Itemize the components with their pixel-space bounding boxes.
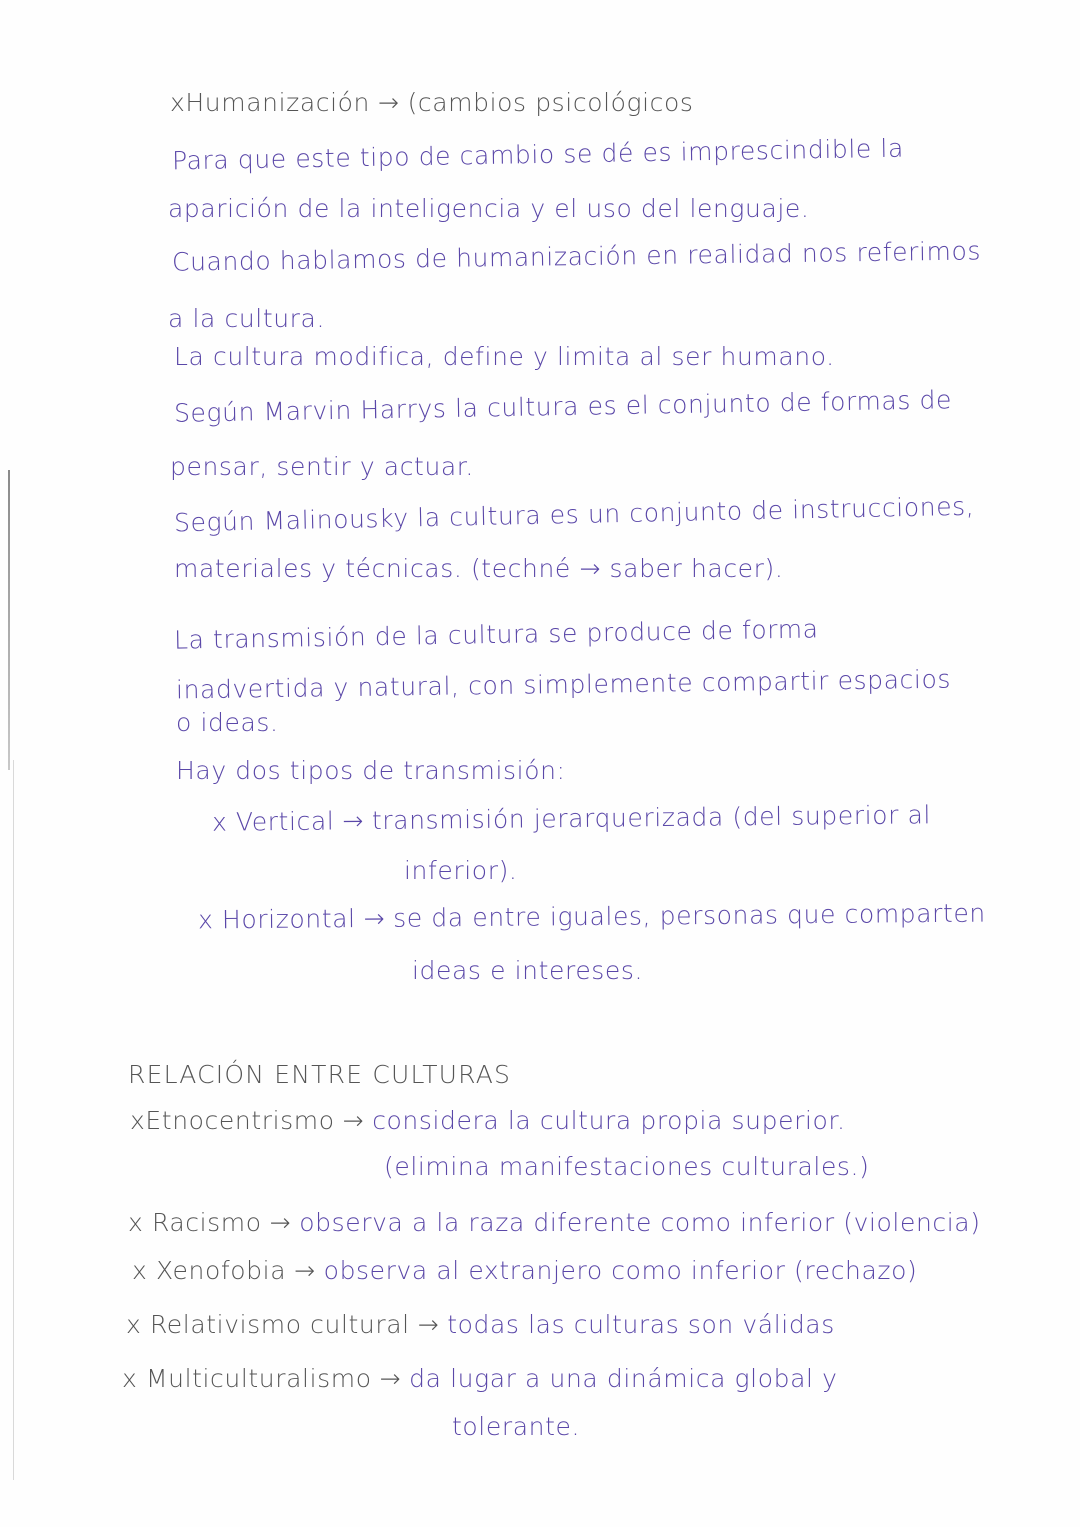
term-label: Xenofobia	[155, 1256, 287, 1285]
term-label: Relativismo cultural	[149, 1310, 410, 1339]
term-definition: se da entre iguales, personas que comparten	[393, 898, 986, 933]
etnocentrismo-entry	[130, 1106, 846, 1135]
term-label: Racismo	[151, 1208, 262, 1237]
bullet-x-icon: x	[122, 1364, 138, 1393]
arrow-icon: →	[342, 1106, 365, 1135]
multiculturalismo-entry	[122, 1364, 837, 1393]
bullet-x-icon: x	[197, 905, 214, 935]
term-definition: transmisión jerarquerizada (del superior al	[371, 800, 932, 836]
term-definition: considera la cultura propia superior.	[372, 1106, 846, 1135]
text-line: materiales y técnicas. (techné → saber hacer).	[174, 554, 784, 583]
page-edge-line-faint	[13, 760, 14, 1480]
text-line: La transmisión de la cultura se produce de forma	[173, 614, 819, 655]
racismo-entry	[128, 1208, 981, 1237]
arrow-icon: →	[342, 806, 365, 836]
term-definition: (cambios psicológicos	[407, 88, 694, 117]
bullet-x-icon: x	[211, 807, 228, 837]
section-heading: RELACIÓN ENTRE CULTURAS	[128, 1060, 512, 1089]
term-label: Vertical	[235, 806, 335, 837]
bullet-x-icon: x	[126, 1310, 142, 1339]
humanizacion-entry	[170, 88, 694, 117]
text-line: Cuando hablamos de humanización en realidad nos referimos	[171, 236, 982, 277]
term-definition: observa a la raza diferente como inferior (violencia)	[299, 1208, 981, 1237]
term-label: Multiculturalismo	[145, 1364, 372, 1393]
xenofobia-entry	[132, 1256, 917, 1285]
bullet-x-icon: x	[130, 1106, 146, 1135]
arrow-icon: →	[363, 903, 386, 933]
arrow-icon: →	[417, 1310, 440, 1339]
arrow-icon: →	[269, 1208, 292, 1237]
arrow-icon: →	[379, 1364, 402, 1393]
text-continuation: (elimina manifestaciones culturales.)	[384, 1152, 870, 1181]
term-label: Horizontal	[221, 904, 356, 935]
bullet-x-icon: x	[128, 1208, 144, 1237]
relativismo-entry	[126, 1310, 835, 1339]
text-line: inadvertida y natural, con simplemente compartir espacios	[175, 664, 952, 705]
page-edge-line	[8, 470, 10, 770]
term-definition: da lugar a una dinámica global y	[409, 1364, 838, 1393]
term-label: Etnocentrismo	[145, 1106, 335, 1135]
text-line: aparición de la inteligencia y el uso del lenguaje.	[168, 194, 810, 223]
text-line: Para que este tipo de cambio se dé es imprescindible la	[171, 133, 905, 176]
text-line: o ideas.	[176, 708, 279, 737]
bullet-x-icon: x	[170, 88, 186, 117]
term-definition: observa al extranjero como inferior (rechazo)	[323, 1256, 918, 1285]
transmission-horizontal	[198, 899, 986, 935]
text-continuation: tolerante.	[452, 1412, 580, 1441]
bullet-x-icon: x	[132, 1256, 148, 1285]
text-line: Según Malinousky la cultura es un conjunto de instrucciones,	[173, 491, 975, 538]
text-line: Hay dos tipos de transmisión:	[176, 756, 566, 785]
text-continuation: inferior).	[404, 856, 518, 885]
text-line: La cultura modifica, define y limita al ser humano.	[174, 342, 835, 371]
text-line: pensar, sentir y actuar.	[170, 452, 474, 481]
transmission-vertical	[212, 800, 931, 837]
text-line: a la cultura.	[168, 304, 326, 333]
text-continuation: ideas e intereses.	[412, 956, 644, 985]
arrow-icon: →	[378, 88, 400, 117]
term-label: Humanización	[185, 88, 370, 117]
arrow-icon: →	[294, 1256, 316, 1285]
text-line: Según Marvin Harrys la cultura es el conjunto de formas de	[173, 385, 953, 428]
term-definition: todas las culturas son válidas	[447, 1310, 835, 1339]
